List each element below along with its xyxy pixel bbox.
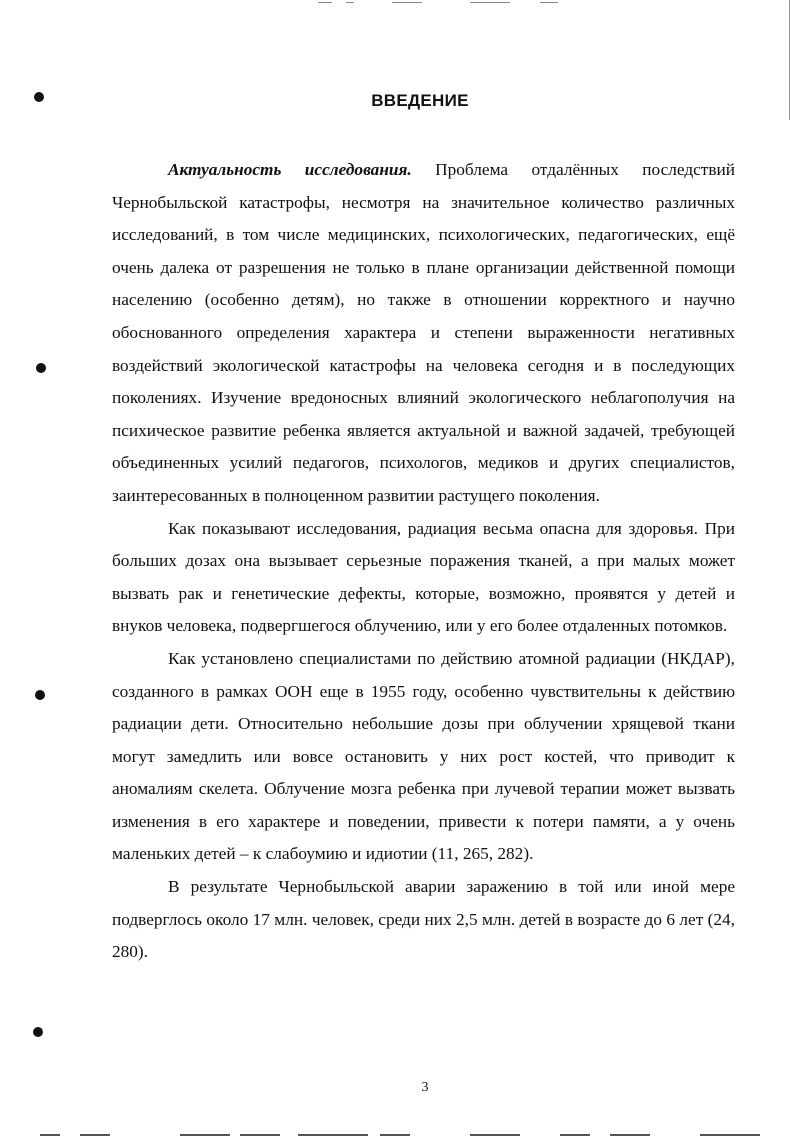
scan-edge-top [0, 2, 794, 4]
punch-hole-mark [33, 1027, 43, 1037]
punch-hole-mark [36, 363, 46, 373]
paragraph-radiation: Как показывают исследования, радиация весьма опасна для здоровья. При больших дозах она вызывает серьезные поражения тканей, а при малых может вызвать рак и генетические дефекты, которые, возможно, проявятся у детей и внуков человека, подвергшегося облучению, или у его более отдаленных потомков. [112, 518, 735, 636]
relevance-text: Проблема отдалённых последствий Чернобыльской катастрофы, несмотря на значительное количество различных исследований, в том числе медицинских, психологических, педагогических, ещё очень далека от разрешения не только в плане организации действенной помощи населению (особенно детям), но также в отношении корректного и научно обоснованного определения характера и степени выраженности негативных воздействий экологической катастрофы на человека сегодня и в последующих поколениях. Изучение вредоносных влияний экологического неблагополучия на психическое развитие ребенка является актуальной и важной задачей, требующей объединенных усилий педагогов, психологов, медиков и других специалистов, заинтересованных в полноценном развитии растущего поколения. [112, 160, 735, 505]
paragraph-unscear: Как установлено специалистами по действию атомной радиации (НКДАР), созданного в рамках ООН еще в 1955 году, особенно чувствительны к действию радиации дети. Относительно небольшие дозы при облучении хрящевой ткани могут замедлить или вовсе остановить у них рост костей, что приводит к аномалиям скелета. Облучение мозга ребенка при лучевой терапии может вызвать изменения в его характере и поведении, привести к потери памяти, а у очень маленьких детей – к слабоумию и идиотии (11, 265, 282). [112, 648, 735, 864]
page-number: 3 [421, 1080, 429, 1095]
document-body [112, 154, 735, 969]
relevance-lead: Актуальность исследования. [168, 160, 412, 179]
paragraph-chernobyl-exposure: В результате Чернобыльской аварии заражению в той или иной мере подверглось около 17 млн. человек, среди них 2,5 млн. детей в возрасте до 6 лет (24, 280). [112, 877, 735, 962]
scan-edge-bottom [0, 1134, 794, 1137]
paragraph-relevance [112, 154, 735, 513]
punch-hole-mark [35, 690, 45, 700]
page-title: ВВЕДЕНИЕ [371, 91, 469, 110]
